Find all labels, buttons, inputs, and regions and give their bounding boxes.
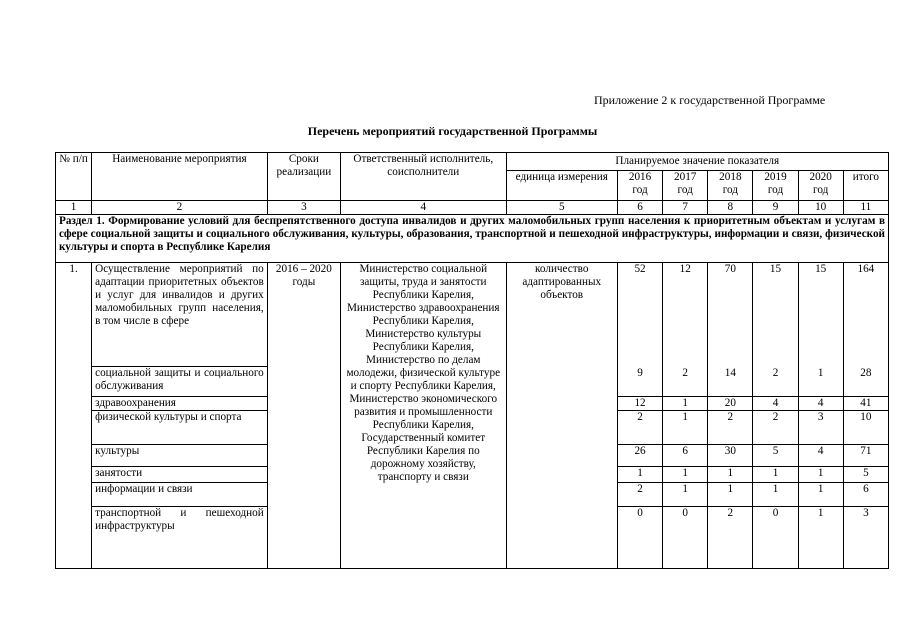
column-number: 6 <box>617 201 662 215</box>
value-2017: 6 <box>663 445 708 467</box>
value-2020: 1 <box>798 483 843 507</box>
col-2018-header: 2018 год <box>708 171 753 201</box>
value-2016: 26 <box>617 445 662 467</box>
value-total: 10 <box>843 411 888 445</box>
column-number: 9 <box>753 201 798 215</box>
column-number: 11 <box>843 201 888 215</box>
value-2017: 12 <box>663 263 708 367</box>
value-2018: 30 <box>708 445 753 467</box>
value-2018: 2 <box>708 411 753 445</box>
value-2017: 0 <box>663 507 708 569</box>
value-2019: 1 <box>753 483 798 507</box>
value-2016: 2 <box>617 483 662 507</box>
col-name-header: Наименование мероприятия <box>92 153 268 201</box>
value-2020: 15 <box>798 263 843 367</box>
item-name: транспортной и пешеходной инфраструктуры <box>92 507 268 569</box>
value-2019: 2 <box>753 367 798 397</box>
col-2016-header: 2016 год <box>617 171 662 201</box>
value-2017: 1 <box>663 411 708 445</box>
section-row <box>56 215 889 263</box>
value-2017: 1 <box>663 483 708 507</box>
value-2020: 1 <box>798 507 843 569</box>
column-number: 8 <box>708 201 753 215</box>
column-number: 5 <box>506 201 617 215</box>
col-2017-header: 2017 год <box>663 171 708 201</box>
value-2020: 3 <box>798 411 843 445</box>
item-number: 1. <box>56 263 92 569</box>
value-2019: 2 <box>753 411 798 445</box>
item-terms: 2016 – 2020 годы <box>267 263 340 569</box>
value-2016: 2 <box>617 411 662 445</box>
value-2019: 1 <box>753 467 798 483</box>
item-name: информации и связи <box>92 483 268 507</box>
value-2018: 1 <box>708 467 753 483</box>
item-name: социальной защиты и социального обслуживания <box>92 367 268 397</box>
column-number: 7 <box>663 201 708 215</box>
value-2016: 12 <box>617 397 662 411</box>
item-name: занятости <box>92 467 268 483</box>
value-2020: 4 <box>798 445 843 467</box>
item-name: физической культуры и спорта <box>92 411 268 445</box>
table-row <box>56 263 889 367</box>
value-2016: 1 <box>617 467 662 483</box>
value-total: 3 <box>843 507 888 569</box>
appendix-label: Приложение 2 к государственной Программе <box>594 93 826 107</box>
item-name: здравоохранения <box>92 397 268 411</box>
column-number: 10 <box>798 201 843 215</box>
value-total: 41 <box>843 397 888 411</box>
value-2018: 1 <box>708 483 753 507</box>
value-2016: 9 <box>617 367 662 397</box>
column-number: 1 <box>56 201 92 215</box>
col-unit-header: единица измерения <box>506 171 617 201</box>
value-total: 164 <box>843 263 888 367</box>
item-executors: Министерство социальной защиты, труда и занятости Республики Карелия, Министерство здравоохранения Республики Карелия, Министерство культуры Республики Карелия, Министерство по делам молодежи, физической культуре и спорту Республики Карелия, Министерство экономического развития и промышленности Республики Карелия, Государственный комитет Республики Карелия по дорожному хозяйству, транспорту и связи <box>340 263 506 569</box>
value-2019: 0 <box>753 507 798 569</box>
col-planned-header: Планируемое значение показателя <box>506 153 888 171</box>
column-number: 4 <box>340 201 506 215</box>
value-2018: 2 <box>708 507 753 569</box>
value-2017: 2 <box>663 367 708 397</box>
value-2019: 5 <box>753 445 798 467</box>
section-title: Раздел 1. Формирование условий для беспрепятственного доступа инвалидов и других маломобильных групп населения к приоритетным объектам и услугам в сфере социальной защиты и социального обслуживания, культуры, образования, транспортной и пешеходной инфраструктуры, информации и связи, физической культуры и спорта в Республике Карелия <box>56 215 889 263</box>
value-2019: 15 <box>753 263 798 367</box>
item-unit: количество адаптированных объектов <box>506 263 617 569</box>
value-2020: 4 <box>798 397 843 411</box>
value-2018: 70 <box>708 263 753 367</box>
column-numbers-row <box>56 201 889 215</box>
value-2016: 0 <box>617 507 662 569</box>
value-total: 6 <box>843 483 888 507</box>
value-2018: 14 <box>708 367 753 397</box>
value-2016: 52 <box>617 263 662 367</box>
item-name: культуры <box>92 445 268 467</box>
value-total: 71 <box>843 445 888 467</box>
value-2017: 1 <box>663 467 708 483</box>
value-total: 5 <box>843 467 888 483</box>
column-number: 2 <box>92 201 268 215</box>
value-2017: 1 <box>663 397 708 411</box>
value-2020: 1 <box>798 467 843 483</box>
document-title: Перечень мероприятий государственной Программы <box>307 124 598 138</box>
header-row <box>56 153 889 171</box>
column-number: 3 <box>267 201 340 215</box>
value-total: 28 <box>843 367 888 397</box>
col-executor-header: Ответственный исполнитель, соисполнители <box>340 153 506 201</box>
measures-table <box>55 152 889 569</box>
item-name: Осуществление мероприятий по адаптации приоритетных объектов и услуг для инвалидов и других маломобильных групп населения, в том числе в сфере <box>92 263 268 367</box>
col-total-header: итого <box>843 171 888 201</box>
col-num-header: № п/п <box>56 153 92 201</box>
value-2019: 4 <box>753 397 798 411</box>
value-2020: 1 <box>798 367 843 397</box>
col-terms-header: Сроки реализации <box>267 153 340 201</box>
value-2018: 20 <box>708 397 753 411</box>
col-2019-header: 2019 год <box>753 171 798 201</box>
col-2020-header: 2020 год <box>798 171 843 201</box>
